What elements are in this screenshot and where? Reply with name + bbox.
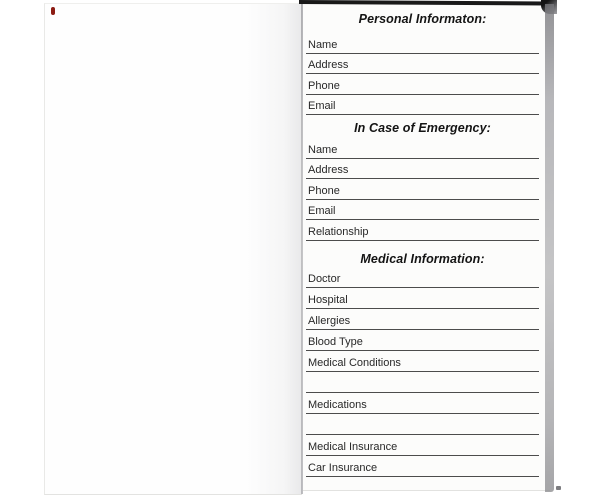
form-row [306,288,539,309]
form-row [306,138,539,159]
cover-bottom-corner-speck [556,486,561,490]
form-row-blank [306,414,539,435]
form-row [306,95,539,116]
field-label: Name [308,143,338,156]
field-label: Allergies [308,315,351,327]
form-row [306,74,539,95]
right-form-page [303,2,550,491]
form-row [306,54,539,75]
section-personal-information [306,11,539,115]
field-label: Phone [308,184,340,197]
form-row [306,220,539,241]
section-in-case-of-emergency [306,120,539,241]
section-heading: Medical Information: [360,252,485,266]
form-row [306,159,539,180]
form-row [306,435,539,456]
form-row-blank [306,372,539,393]
field-label: Name [308,38,338,51]
form-row [306,179,539,200]
field-label: Email [308,205,336,217]
section-heading: In Case of Emergency: [354,121,491,135]
field-label: Medications [308,399,367,411]
field-label: Phone [308,79,340,92]
page-stack-right-edge [545,4,554,492]
field-label: Relationship [308,225,369,238]
section-medical-information [306,251,539,477]
field-label: Address [308,59,349,71]
form-row [306,309,539,330]
form-row [306,200,539,221]
section-heading: Personal Informaton: [358,12,487,26]
form-row [306,351,539,372]
field-label: Medical Conditions [308,357,401,369]
red-ink-mark [51,7,55,15]
field-label: Car Insurance [308,462,378,474]
form-row [306,267,539,288]
field-label: Medical Insurance [308,441,398,453]
field-label: Hospital [308,294,348,306]
form-row [306,330,539,351]
field-label: Blood Type [308,336,363,348]
left-blank-page [44,3,302,495]
field-label: Address [308,164,349,176]
form-row [306,456,539,477]
form-row [306,33,539,54]
form-row [306,393,539,414]
field-label: Email [308,100,336,112]
field-label: Doctor [308,273,341,285]
